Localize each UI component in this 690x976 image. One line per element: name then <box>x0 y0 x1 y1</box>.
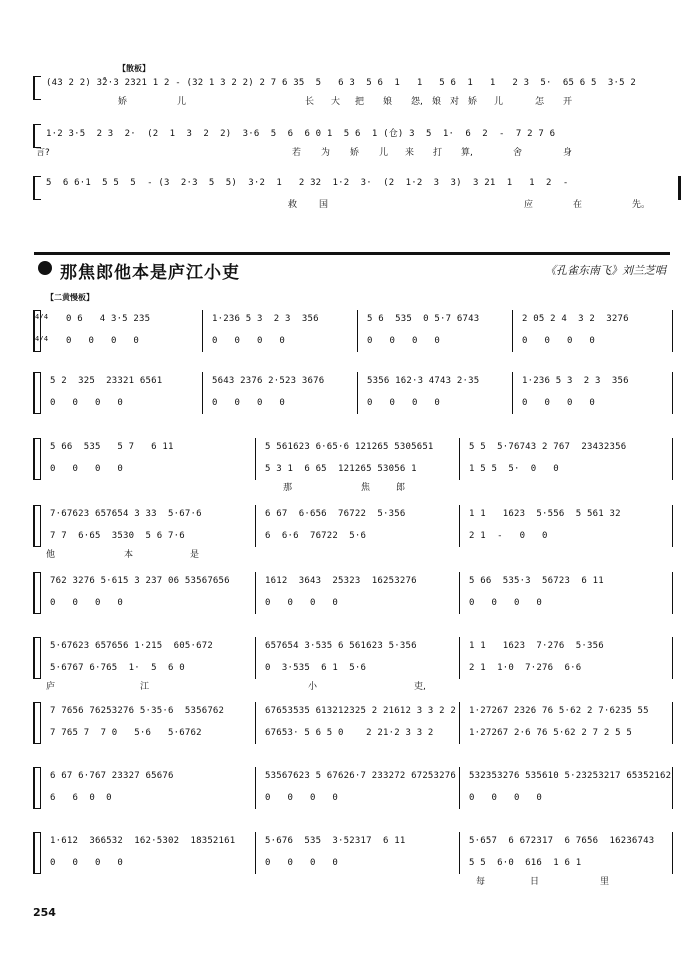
lyric: 舍 <box>513 148 523 158</box>
upper-part-measure: 0 6 4 3·5 235 <box>66 314 151 324</box>
lower-part-measure: 0 0 0 0 <box>367 336 441 346</box>
barline <box>40 767 41 809</box>
upper-part-measure: 5·676 535 3·52317 6 11 <box>265 836 406 846</box>
lyric: 里 <box>600 877 610 887</box>
barline <box>459 767 460 809</box>
lyric: 焦 <box>361 483 371 493</box>
barline <box>672 767 673 809</box>
upper-part-measure: 5 6 535 0 5·7 6743 <box>367 314 480 324</box>
upper-part-measure: 1·612 366532 162·5302 18352161 <box>50 836 236 846</box>
row-bracket <box>33 176 41 200</box>
upper-part-measure: 532353276 535610 5·23253217 65352162 <box>469 771 672 781</box>
lower-part-measure: 0 0 0 0 <box>66 336 140 346</box>
barline <box>357 372 358 414</box>
time-signature: 4/4 <box>35 335 49 343</box>
lyric: 娇 <box>468 97 478 107</box>
lower-part-measure: 0 0 0 0 <box>212 398 286 408</box>
barline <box>40 572 41 614</box>
lower-part-measure: 0 0 0 0 <box>522 398 596 408</box>
barline <box>40 438 41 480</box>
upper-part-measure: 1612 3643 25323 16253276 <box>265 576 417 586</box>
lyric: 他 <box>46 550 56 560</box>
lyric: 救 <box>288 200 298 210</box>
lyric: 是 <box>190 550 200 560</box>
lower-part-measure: 0 0 0 0 <box>50 398 124 408</box>
lower-part-measure: 6 6·6 76722 5·6 <box>265 531 367 541</box>
lower-part-measure: 6 6 0 0 <box>50 793 112 803</box>
page-number: 254 <box>33 906 56 919</box>
barline <box>255 767 256 809</box>
lyric: 娘 <box>383 97 393 107</box>
lyric: 言? <box>36 148 50 158</box>
lower-part-measure: 1 5 5 5· 0 0 <box>469 464 559 474</box>
lower-part-measure: 5·6767 6·765 1· 5 6 0 <box>50 663 185 673</box>
lower-part-measure: 0 0 0 0 <box>50 858 124 868</box>
lyric: 为 <box>321 148 331 158</box>
lyric: 日 <box>530 877 540 887</box>
upper-part-measure: 1·236 5 3 2 3 356 <box>522 376 629 386</box>
barline <box>459 832 460 874</box>
lower-part-measure: 7 765 7 7 0 5·6 5·6762 <box>50 728 202 738</box>
barline <box>255 505 256 547</box>
lyric: 儿 <box>379 148 389 158</box>
upper-part-measure: 6 67 6·656 76722 5·356 <box>265 509 406 519</box>
song-credit: 《孔雀东南飞》刘兰芝唱 <box>545 264 666 277</box>
song-title-block <box>34 252 670 285</box>
barline <box>357 310 358 352</box>
lyric: 小 <box>308 682 318 692</box>
upper-part-measure: 657654 3·535 6 561623 5·356 <box>265 641 417 651</box>
row-bracket <box>33 76 41 100</box>
lyric: 长 <box>305 97 315 107</box>
lower-part-measure: 2 1 1·0 7·276 6·6 <box>469 663 582 673</box>
barline <box>672 832 673 874</box>
lower-part-measure: 0 0 0 0 <box>50 598 124 608</box>
upper-part-measure: 5 2 325 23321 6561 <box>50 376 163 386</box>
upper-part-measure: 1 1 1623 7·276 5·356 <box>469 641 604 651</box>
lyric: 在 <box>573 200 583 210</box>
lower-part-measure: 7 7 6·65 3530 5 6 7·6 <box>50 531 185 541</box>
lower-part-measure: 5 5 6·0 616 1 6 1 <box>469 858 582 868</box>
lyric: 江 <box>140 682 150 692</box>
bullet-icon <box>38 261 52 275</box>
upper-part-measure: 5356 162·3 4743 2·35 <box>367 376 480 386</box>
barline <box>255 637 256 679</box>
barline <box>255 438 256 480</box>
tempo-mark-sanban: 【散板】 <box>118 64 150 73</box>
lyric: 娇 <box>350 148 360 158</box>
lower-part-measure: 2 1 - 0 0 <box>469 531 548 541</box>
lower-part-measure: 0 0 0 0 <box>522 336 596 346</box>
barline <box>202 372 203 414</box>
barline <box>672 572 673 614</box>
barline <box>459 572 460 614</box>
tempo-mark-erhuang: 【二黄慢板】 <box>46 293 94 302</box>
lower-part-measure: 1·27267 2·6 76 5·62 2 7 2 5 5 <box>469 728 632 738</box>
barline <box>512 310 513 352</box>
lyric: 应 <box>524 200 534 210</box>
barline <box>202 310 203 352</box>
lyric: 先。 <box>632 200 651 210</box>
barline <box>255 702 256 744</box>
upper-part-measure: 67653535 613212325 2 21612 3 3 2 2 <box>265 706 457 716</box>
upper-part-measure: 5 561623 6·65·6 121265 5305651 <box>265 442 434 452</box>
lower-part-measure: 0 0 0 0 <box>50 464 124 474</box>
barline <box>40 702 41 744</box>
upper-part-measure: 5·657 6 672317 6 7656 16236743 <box>469 836 655 846</box>
barline <box>255 832 256 874</box>
barline <box>672 702 673 744</box>
upper-part-measure: 1·27267 2326 76 5·62 2 7·6235 55 <box>469 706 649 716</box>
barline <box>40 505 41 547</box>
lyric: 郎 <box>396 483 406 493</box>
lyric: 儿 <box>494 97 504 107</box>
lyric: 怎 <box>535 97 545 107</box>
lyric: 吏, <box>414 682 426 692</box>
lower-part-measure: 0 0 0 0 <box>265 598 339 608</box>
barline <box>40 372 41 414</box>
notation-line: 1·2 3·5 2 3 2· (2 1 3 2 2) 3·6 5 6 6 0 1 5 6 1 (仓) 3 5 1· 6 2 - 7 2 7 6 <box>46 129 556 139</box>
lyric: 打 <box>433 148 443 158</box>
lower-part-measure: 0 0 0 0 <box>212 336 286 346</box>
song-title: 那焦郎他本是庐江小吏 <box>60 263 240 283</box>
upper-part-measure: 6 67 6·767 23327 65676 <box>50 771 174 781</box>
lyric: 算, <box>461 148 473 158</box>
lyric: 庐 <box>46 682 56 692</box>
lyric: 娘 <box>432 97 442 107</box>
lower-part-measure: 0 0 0 0 <box>469 598 543 608</box>
upper-part-measure: 53567623 5 67626·7 233272 67253276 <box>265 771 457 781</box>
lyric: 对 <box>450 97 460 107</box>
lyric: 来 <box>405 148 415 158</box>
lower-part-measure: 0 0 0 0 <box>469 793 543 803</box>
lyric: 儿 <box>177 97 187 107</box>
lyric: 把 <box>355 97 365 107</box>
lyric: 那 <box>283 483 293 493</box>
barline <box>512 372 513 414</box>
upper-part-measure: 7·67623 657654 3 33 5·67·6 <box>50 509 202 519</box>
notation-line: 5 6 6·1 5 5 5 - (3 2·3 5 5) 3·2 1 2 32 1·2 3· (2 1·2 3 3) 3 21 1 1 2 - <box>46 178 569 188</box>
upper-part-measure: 5·67623 657656 1·215 605·672 <box>50 641 213 651</box>
upper-part-measure: 1 1 1623 5·556 5 561 32 <box>469 509 621 519</box>
barline <box>459 702 460 744</box>
lower-part-measure: 0 0 0 0 <box>367 398 441 408</box>
lyric: 怨, <box>411 97 423 107</box>
lyric: 国 <box>319 200 329 210</box>
lyric: 若 <box>292 148 302 158</box>
lower-part-measure: 67653· 5 6 5 0 2 21·2 3 3 2 <box>265 728 434 738</box>
lower-part-measure: 0 0 0 0 <box>265 793 339 803</box>
barline <box>672 438 673 480</box>
barline <box>40 637 41 679</box>
lyric: 娇 <box>118 97 128 107</box>
notation-line: (43 2 2) 3̊2·3 2321 1 2 - (32 1 3 2 2) 2 7 6 35 5 6 3 5 6 1 1 5 6 1 1 2 3 5· 65 6 5 3·5 2 <box>46 78 636 88</box>
lyric: 大 <box>331 97 341 107</box>
lower-part-measure: 5 3 1 6 65 121265 53056 1 <box>265 464 417 474</box>
barline <box>40 832 41 874</box>
barline <box>459 505 460 547</box>
upper-part-measure: 5 66 535·3 56723 6 11 <box>469 576 604 586</box>
barline <box>459 637 460 679</box>
barline <box>672 310 673 352</box>
lyric: 身 <box>563 148 573 158</box>
upper-part-measure: 5 5 5·76743 2 767 23432356 <box>469 442 627 452</box>
barline <box>459 438 460 480</box>
lower-part-measure: 0 0 0 0 <box>265 858 339 868</box>
time-signature: 4/4 <box>35 313 49 321</box>
upper-part-measure: 2 05 2 4 3 2 3276 <box>522 314 629 324</box>
lower-part-measure: 0 3·535 6 1 5·6 <box>265 663 367 673</box>
lyric: 本 <box>124 550 134 560</box>
end-barline <box>678 176 681 200</box>
upper-part-measure: 1·236 5 3 2 3 356 <box>212 314 319 324</box>
upper-part-measure: 5 66 535 5 7 6 11 <box>50 442 174 452</box>
upper-part-measure: 7 7656 76253276 5·35·6 5356762 <box>50 706 225 716</box>
barline <box>672 637 673 679</box>
barline <box>255 572 256 614</box>
upper-part-measure: 762 3276 5·615 3 237 06 53567656 <box>50 576 230 586</box>
barline <box>672 505 673 547</box>
lyric: 开 <box>563 97 573 107</box>
upper-part-measure: 5643 2376 2·523 3676 <box>212 376 325 386</box>
lyric: 每 <box>476 877 486 887</box>
barline <box>672 372 673 414</box>
